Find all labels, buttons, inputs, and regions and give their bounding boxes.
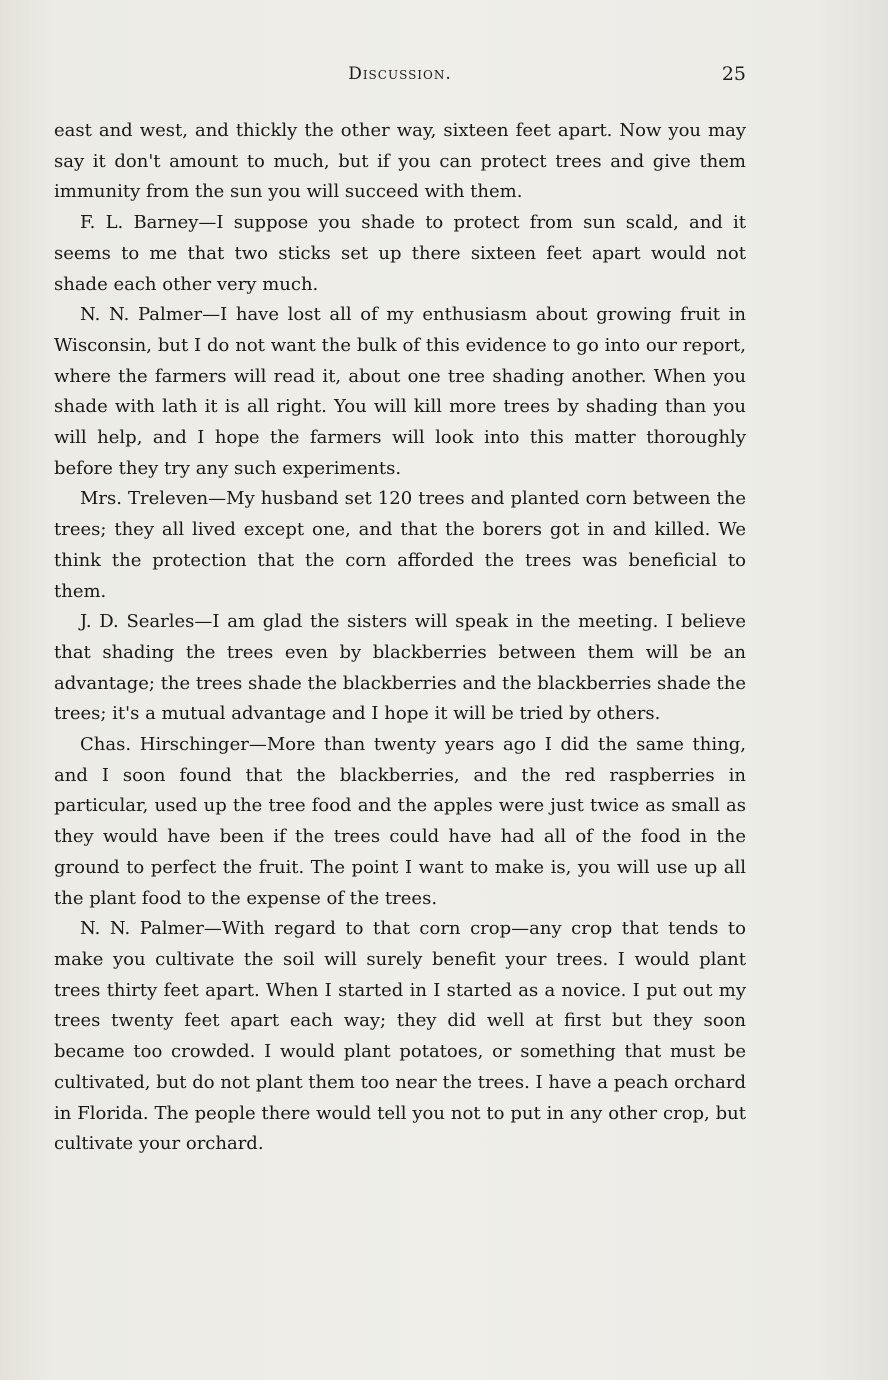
speaker-name: N. N. Palmer bbox=[80, 304, 203, 326]
speaker-name: J. D. Searles bbox=[80, 611, 195, 633]
paragraph-text: —With regard to that corn crop—any crop that tends to make you cultivate the soil will surely benefit your trees. I would plant trees thirty feet apart. When I started in I started as a novice. I put out my trees twenty feet apart each way; they did well at first but they soon became too crowded. I would plant potatoes, or something that must be cultivated, but do not plant them too near the trees. I have a peach orchard in Florida. The people there would tell you not to put in any other crop, but cultivate your orchard. bbox=[54, 918, 747, 1155]
paragraph-palmer-1 bbox=[54, 300, 746, 484]
body-text bbox=[54, 116, 746, 1160]
paragraph-text: —More than twenty years ago I did the same thing, and I soon found that the blackberries, and the red raspberries in particular, used up the tree food and the apples were just twice as small as they would have been if the trees could have had all of the food in the ground to perfect the fruit. The point I want to make is, you will use up all the plant food to the expense of the trees. bbox=[54, 734, 746, 909]
speaker-name: Chas. Hirschinger bbox=[80, 734, 249, 756]
paragraph-palmer-2 bbox=[54, 914, 746, 1160]
paragraph-barney bbox=[54, 208, 746, 300]
speaker-name: N. N. Palmer bbox=[80, 918, 204, 940]
paragraph-searles bbox=[54, 607, 746, 730]
paragraph-text: —I have lost all of my enthusiasm about growing fruit in Wisconsin, but I do not want the bulk of this evidence to go into our report, where the farmers will read it, about one tree shading another. When you shade with lath it is all right. You will kill more trees by shading than you will help, and I hope the farmers will look into this matter thoroughly before they try any such experiments. bbox=[54, 304, 747, 479]
running-head bbox=[54, 60, 746, 88]
page-number: 25 bbox=[721, 63, 746, 85]
paragraph-treleven bbox=[54, 484, 746, 607]
paragraph-continuation bbox=[54, 116, 746, 208]
paragraph-text: east and west, and thickly the other way, sixteen feet apart. Now you may say it don't amount to much, but if you can protect trees and give them immunity from the sun you will succeed with them. bbox=[54, 120, 746, 203]
paragraph-text: —I am glad the sisters will speak in the meeting. I believe that shading the trees even by blackberries between them will be an advantage; the trees shade the blackberries and the blackberries shade the trees; it's a mutual advantage and I hope it will be tried by others. bbox=[54, 611, 746, 725]
speaker-name: Mrs. Treleven bbox=[80, 488, 209, 510]
paragraph-hirschinger bbox=[54, 730, 746, 914]
speaker-name: F. L. Barney bbox=[80, 212, 199, 234]
paragraph-text: —My husband set 120 trees and planted corn between the trees; they all lived except one, and that the borers got in and killed. We think the protection that the corn afforded the trees was beneficial to them. bbox=[54, 488, 746, 602]
running-title: Discussion. bbox=[348, 64, 452, 84]
paragraph-text: —I suppose you shade to protect from sun scald, and it seems to me that two sticks set up there sixteen feet apart would not shade each other very much. bbox=[54, 212, 746, 295]
